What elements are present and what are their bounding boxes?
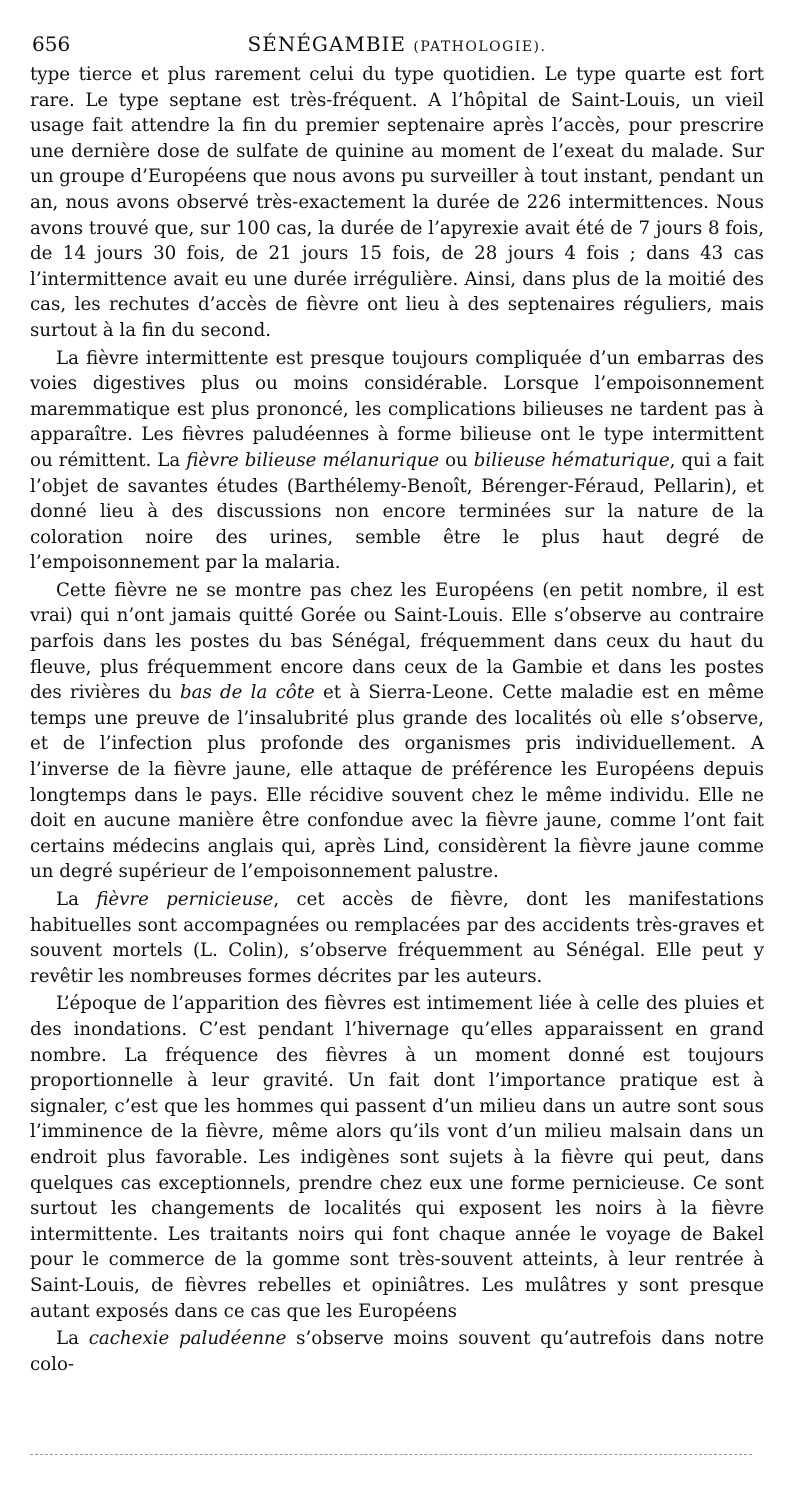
italic-term: cachexie paludéenne (88, 1328, 287, 1350)
page-number: 656 (32, 32, 71, 56)
text-segment: ou (439, 449, 474, 471)
running-title (30, 32, 764, 56)
paragraph (30, 887, 764, 989)
text-segment: L’époque de l’apparition des fièvres est intimement liée à celle des pluies et des inondations. C’est pendant l’hivernage qu’elles apparaissent en grand nombre. La fréquence des fièvres à un moment donné est toujours proportionnelle à leur gravité. Un fait dont l’importance pratique est à signaler, c’est que les hommes qui passent d’un milieu dans un autre sont sous l’imminence de la fièvre, même alors qu’ils vont d’un milieu malsain dans un endroit plus favorable. Les indigènes sont sujets à la fièvre qui peut, dans quelques cas exceptionnels, prendre chez eux une forme pernicieuse. Ce sont surtout les changements de localités qui exposent les noirs à la fièvre intermittente. Les traitants noirs qui font chaque année le voyage de Bakel pour le commerce de la gomme sont très-souvent atteints, à leur rentrée à Saint-Louis, de fièvres rebelles et opiniâtres. Les mulâtres y sont presque autant exposés dans ce cas que les Européens (30, 993, 764, 1322)
text-segment: et à Sierra-Leone. Cette maladie est en même temps une preuve de l’insalubrité plus grande des localités où elle s’observe, et de l’infection plus profonde des organismes pris individuellement. A l’inverse de la fièvre jaune, elle attaque de préférence les Européens depuis longtemps dans le pays. Elle récidive souvent chez le même individu. Elle ne doit en aucune manière être confondue avec la fièvre jaune, comme l’ont fait certains médecins anglais qui, après Lind, considèrent la fièvre jaune comme un degré supérieur de l’empoisonnement palustre. (30, 682, 764, 883)
paragraph (30, 1326, 764, 1377)
running-title-main: SÉNÉGAMBIE (247, 32, 407, 56)
text-segment: , cet accès de fièvre, dont les manifestations habituelles sont accompagnées ou remplacées par des accidents très-graves et souvent mortels (L. Colin), s’observe fréquemment au Sénégal. Elle peut y revêtir les nombreuses formes décrites par les auteurs. (30, 889, 764, 987)
paragraph (30, 62, 764, 344)
paragraph (30, 991, 764, 1324)
italic-term: bas de la côte (179, 682, 315, 704)
running-header (30, 24, 764, 54)
paragraph (30, 578, 764, 885)
paragraph (30, 346, 764, 576)
footer-dotted-rule (30, 1454, 752, 1455)
italic-term: bilieuse hématurique (473, 449, 670, 471)
text-segment: , qui a fait l’objet de savantes études (Barthélemy-Benoît, Bérenger-Féraud, Pellarin), et donné lieu à des discussions non encore terminées sur la nature de la coloration noire des urines, semble être le plus haut degré de l’empoisonnement par la malaria. (30, 449, 764, 574)
italic-term: fièvre pernicieuse (96, 889, 274, 910)
italic-term: fièvre bilieuse mélanurique (186, 449, 440, 471)
text-segment: Cette fièvre ne se montre pas chez les Européens (en petit nombre, il est vrai) qui n’ont jamais quitté Gorée ou Saint-Louis. Elle s’observe au contraire parfois dans les postes du bas Sénégal, fréquemment dans ceux du haut du fleuve, plus fréquemment encore dans ceux de la Gambie et dans les postes des rivières du (30, 579, 764, 704)
text-segment: La (56, 1328, 89, 1350)
body-text (30, 62, 764, 1377)
text-segment: La fièvre intermittente est presque toujours compliquée d’un embarras des voies digestives plus ou moins considérable. Lorsque l’empoisonnement maremmatique est plus prononcé, les complications bilieuses ne tardent pas à apparaître. Les fièvres paludéennes à forme bilieuse ont le type intermittent ou rémittent. La (30, 347, 764, 471)
running-title-sub: (PATHOLOGIE). (413, 39, 547, 55)
text-segment: type tierce et plus rarement celui du type quotidien. Le type quarte est fort rare. Le type septane est très-fréquent. A l’hôpital de Saint-Louis, un vieil usage fait attendre la fin du premier septenaire après l’accès, pour prescrire une dernière dose de sulfate de quinine au moment de l’exeat du malade. Sur un groupe d’Européens que nous avons pu surveiller à tout instant, pendant un an, nous avons observé très-exactement la durée de 226 intermittences. Nous avons trouvé que, sur 100 cas, la durée de l’apyrexie avait été de 7 jours 8 fois, de 14 jours 30 fois, de 21 jours 15 fois, de 28 jours 4 fois ; dans 43 cas l’intermittence avait eu une durée irrégulière. Ainsi, dans plus de la moitié des cas, les rechutes d’accès de fièvre ont lieu à des septenaires réguliers, mais surtout à la fin du second. (30, 64, 764, 341)
text-segment: La (56, 889, 97, 910)
text-segment: s’observe moins souvent qu’autrefois dans notre colo- (30, 1328, 764, 1375)
